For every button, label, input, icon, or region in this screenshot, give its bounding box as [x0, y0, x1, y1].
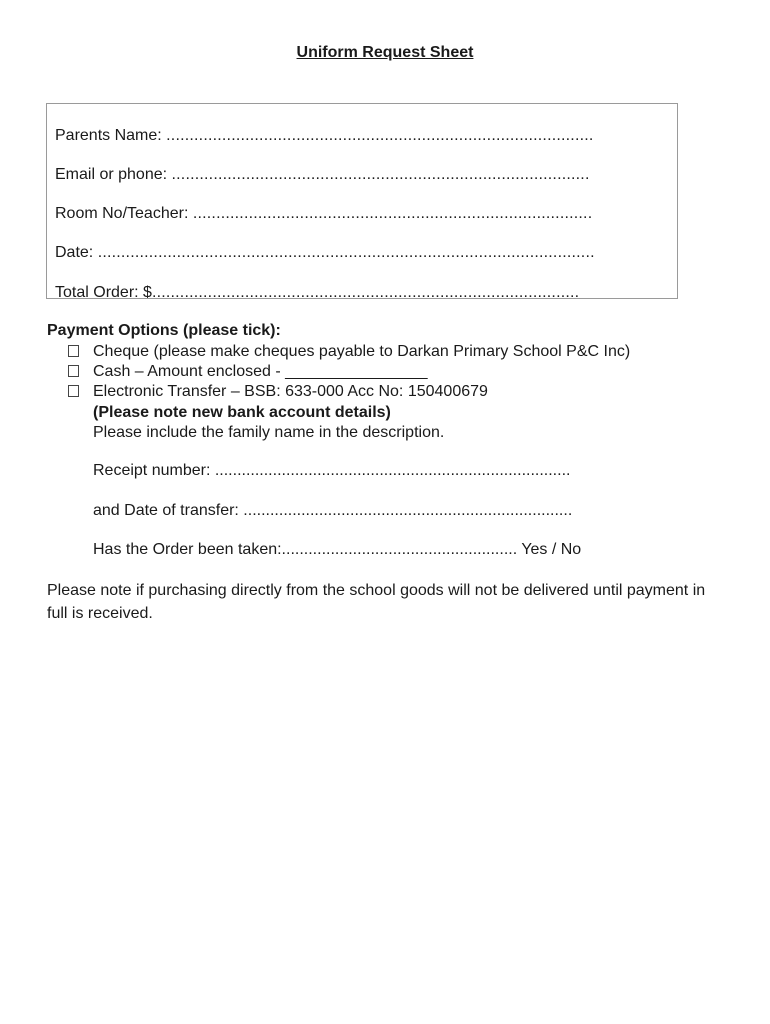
room-teacher-label: Room No/Teacher: — [55, 205, 193, 222]
room-teacher-dots: ...................................................................................... — [192, 205, 593, 222]
parents-name-field[interactable] — [55, 126, 651, 146]
receipt-number-field[interactable]: Receipt number: ................................................................................ — [93, 462, 571, 479]
email-phone-label: Email or phone: — [55, 166, 172, 183]
total-order-label: Total Order: $ — [55, 284, 152, 299]
cash-label: Cash – Amount enclosed - ________________ — [93, 363, 428, 380]
family-name-note: Please include the family name in the description. — [93, 424, 445, 441]
transfer-label: Electronic Transfer – BSB: 633-000 Acc No: 150400679 — [93, 383, 488, 400]
cheque-label: Cheque (please make cheques payable to Darkan Primary School P&C Inc) — [93, 343, 631, 360]
delivery-note: Please note if purchasing directly from the school goods will not be delivered until payment in full is received. — [47, 582, 706, 622]
transfer-date-field[interactable]: and Date of transfer: .......................................................................... — [93, 502, 573, 519]
page-title: Uniform Request Sheet — [296, 44, 474, 61]
total-order-dots: ............................................................................................ — [151, 284, 580, 299]
details-box — [46, 103, 678, 299]
order-taken-field[interactable]: Has the Order been taken:..................................................... Yes / No — [93, 541, 582, 558]
transfer-option — [68, 382, 488, 402]
email-phone-dots: .......................................................................................... — [171, 166, 590, 183]
email-phone-field[interactable] — [55, 165, 651, 185]
date-label: Date: — [55, 244, 98, 261]
bank-details-note: (Please note new bank account details) — [93, 404, 391, 421]
parents-name-label: Parents Name: — [55, 127, 167, 144]
cheque-option — [68, 342, 630, 362]
date-field[interactable] — [55, 243, 651, 263]
total-order-field[interactable] — [55, 283, 651, 299]
payment-options-heading: Payment Options (please tick): — [47, 322, 281, 339]
date-dots: ........................................................................................................... — [97, 244, 595, 261]
cash-option — [68, 362, 427, 382]
parents-name-dots: ............................................................................................ — [166, 127, 594, 144]
cheque-checkbox[interactable] — [68, 345, 79, 357]
cash-checkbox[interactable] — [68, 365, 79, 377]
room-teacher-field[interactable] — [55, 204, 651, 224]
transfer-checkbox[interactable] — [68, 385, 79, 397]
